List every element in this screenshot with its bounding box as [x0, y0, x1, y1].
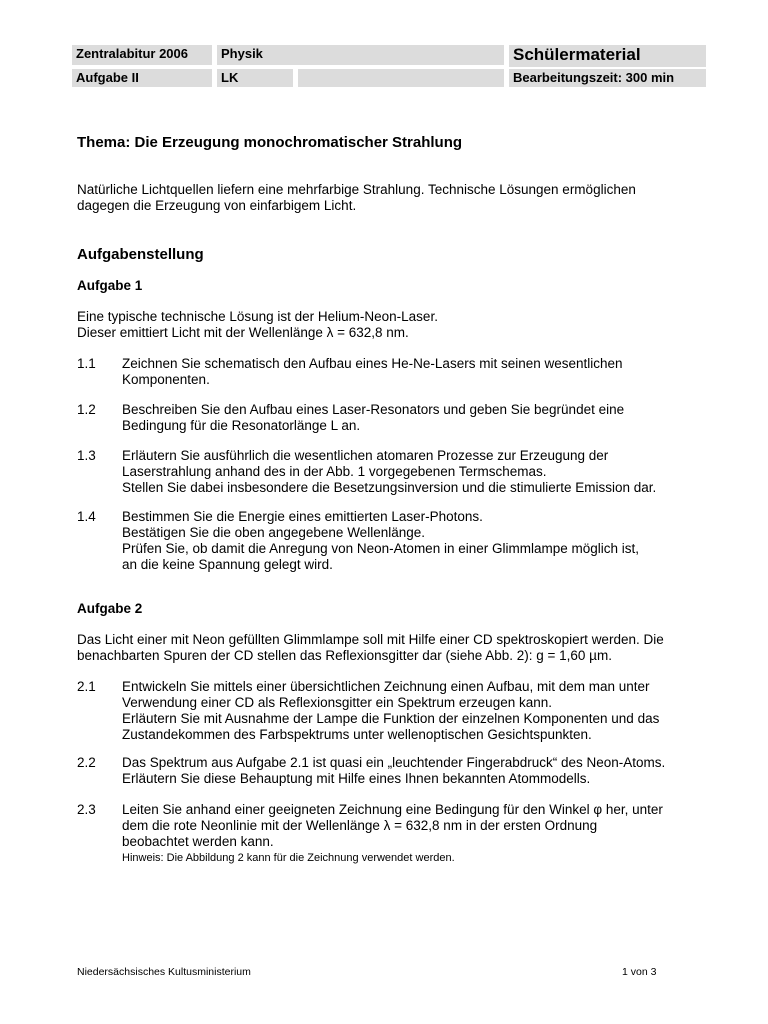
intro-line: benachbarten Spuren der CD stellen das Reflexionsgitter dar (siehe Abb. 2): g = 1,60 µm.	[77, 648, 612, 663]
item-line: Prüfen Sie, ob damit die Anregung von Neon-Atomen in einer Glimmlampe möglich ist,	[122, 541, 640, 556]
item-line: Das Spektrum aus Aufgabe 2.1 ist quasi ein „leuchtender Fingerabdruck“ des Neon-Atoms.	[122, 755, 666, 770]
item-line: Entwickeln Sie mittels einer übersichtlichen Zeichnung einen Aufbau, mit dem man unter	[122, 679, 650, 694]
intro-line: Dieser emittiert Licht mit der Wellenlänge λ = 632,8 nm.	[77, 325, 409, 340]
item-number: 1.1	[77, 356, 96, 371]
page-title: Thema: Die Erzeugung monochromatischer Strahlung	[77, 134, 463, 151]
header-level: LK	[217, 69, 293, 87]
section-heading: Aufgabenstellung	[77, 246, 204, 263]
item-line: Bestimmen Sie die Energie eines emittierten Laser-Photons.	[122, 509, 483, 524]
item-number: 1.2	[77, 402, 96, 417]
footer-publisher: Niedersächsisches Kultusministerium	[77, 966, 251, 978]
item-line: Erläutern Sie diese Behauptung mit Hilfe eines Ihnen bekannten Atommodells.	[122, 771, 591, 786]
item-number: 1.3	[77, 448, 96, 463]
item-line: an die keine Spannung gelegt wird.	[122, 557, 333, 572]
task-2-intro	[77, 632, 697, 664]
item-line: Erläutern Sie ausführlich die wesentlichen atomaren Prozesse zur Erzeugung der	[122, 448, 609, 463]
hint-text: Hinweis: Die Abbildung 2 kann für die Zeichnung verwendet werden.	[122, 852, 455, 864]
item-line: Stellen Sie dabei insbesondere die Besetzungsinversion und die stimulierte Emission dar.	[122, 480, 657, 495]
item-line: dem die rote Neonlinie mit der Wellenlänge λ = 632,8 nm in der ersten Ordnung	[122, 818, 598, 833]
item-line: Erläutern Sie mit Ausnahme der Lampe die Funktion der einzelnen Komponenten und das	[122, 711, 660, 726]
header-blank-cell	[298, 69, 504, 87]
item-line: Zeichnen Sie schematisch den Aufbau eines He-Ne-Lasers mit seinen wesentlichen	[122, 356, 623, 371]
item-line: Komponenten.	[122, 372, 210, 387]
task-1-intro	[77, 309, 697, 341]
item-line: Beschreiben Sie den Aufbau eines Laser-Resonators und geben Sie begründet eine	[122, 402, 625, 417]
header-exam: Zentralabitur 2006	[72, 45, 212, 65]
item-line: Zustandekommen des Farbspektrums unter wellenoptischen Gesichtspunkten.	[122, 727, 592, 742]
intro-paragraph	[77, 182, 697, 214]
item-number: 2.3	[77, 802, 96, 817]
header-time: Bearbeitungszeit: 300 min	[509, 69, 706, 87]
item-line: Leiten Sie anhand einer geeigneten Zeichnung eine Bedingung für den Winkel φ her, unter	[122, 802, 663, 817]
intro-line: dagegen die Erzeugung von einfarbigem Licht.	[77, 198, 357, 213]
intro-line: Natürliche Lichtquellen liefern eine mehrfarbige Strahlung. Technische Lösungen ermöglichen	[77, 182, 636, 197]
item-number: 2.2	[77, 755, 96, 770]
item-line: Bestätigen Sie die oben angegebene Wellenlänge.	[122, 525, 425, 540]
item-line: beobachtet werden kann.	[122, 834, 274, 849]
item-line: Laserstrahlung anhand des in der Abb. 1 vorgegebenen Termschemas.	[122, 464, 547, 479]
intro-line: Das Licht einer mit Neon gefüllten Glimmlampe soll mit Hilfe einer CD spektroskopiert werden. Die	[77, 632, 664, 647]
item-line: Bedingung für die Resonatorlänge L an.	[122, 418, 361, 433]
header-material: Schülermaterial	[509, 45, 706, 67]
task-2-heading: Aufgabe 2	[77, 601, 143, 616]
header-task: Aufgabe II	[72, 69, 212, 87]
header-subject: Physik	[217, 45, 504, 65]
intro-line: Eine typische technische Lösung ist der Helium-Neon-Laser.	[77, 309, 438, 324]
task-1-heading: Aufgabe 1	[77, 278, 143, 293]
item-number: 2.1	[77, 679, 96, 694]
item-line: Verwendung einer CD als Reflexionsgitter ein Spektrum erzeugen kann.	[122, 695, 552, 710]
item-number: 1.4	[77, 509, 96, 524]
footer-page-number: 1 von 3	[622, 966, 657, 978]
